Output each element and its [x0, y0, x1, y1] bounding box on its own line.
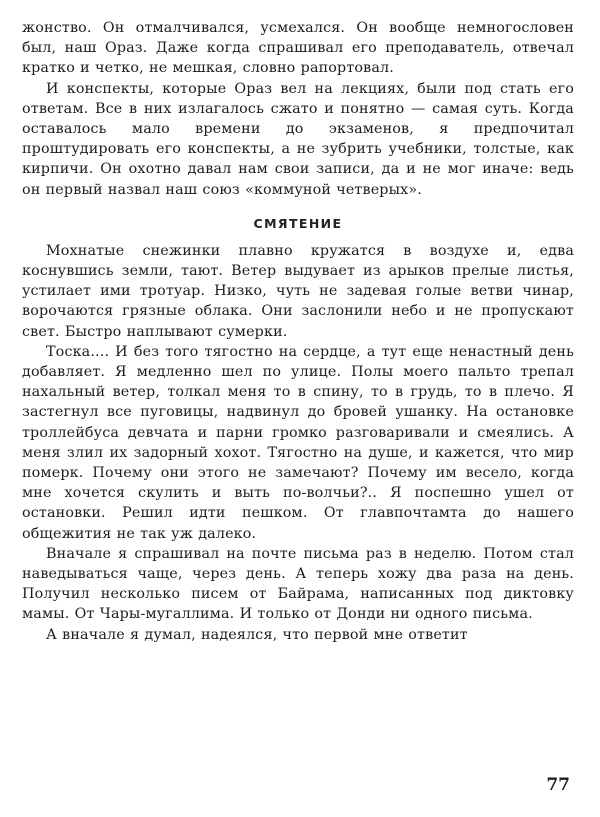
page-number: 77	[546, 775, 570, 795]
paragraph-expectation: А вначале я думал, надеялся, что первой мне ответит	[46, 626, 468, 643]
paragraph-snowflakes: Мохнатые снежинки плавно кружатся в воздухе и, едва коснувшись земли, тают. Ветер выдувает из арыков прелые листья, устилает ими тротуар. Низко, чуть не задевая голые ветви чинар, ворочаются грязные облака. Они заслонили небо и не пропускают свет. Быстро наплывают сумерки.	[22, 242, 574, 340]
section-title: СМЯТЕНИЕ	[253, 215, 343, 231]
paragraph-notes: И конспекты, которые Ораз вел на лекциях, были под стать его ответам. Все в них излагалось сжато и понятно — самая суть. Когда оставалось мало времени до экзаменов, я предпочитал проштудировать его конспекты, а не зубрить учебники, толстые, как кирпичи. Он охотно давал нам свои записи, да и не мог иначе: ведь он первый назвал наш союз «коммуной четверых».	[22, 80, 574, 198]
book-page	[22, 18, 574, 645]
paragraph-sadness: Тоска.... И без того тягостно на сердце, а тут еще ненастный день добавляет. Я медленно шел по улице. Полы моего пальто трепал нахальный ветер, толкал меня то в спину, то в грудь, то в плечо. Я застегнул все пуговицы, надвинул до бровей ушанку. На остановке троллейбуса девчата и парни громко разговаривали и смеялись. А меня злил их задорный хохот. Тягостно на душе, и кажется, что мир померк. Почему они этого не замечают? Почему им весело, когда мне хочется скулить и выть по-волчьи?.. Я поспешно ушел от остановки. Решил идти пешком. От главпочтамта до нашего общежития не так уж далеко.	[22, 343, 574, 542]
paragraph-post-office: Вначале я спрашивал на почте письма раз в неделю. Потом стал наведываться чаще, через день. А теперь хожу два раза на день. Получил несколько писем от Байрама, написанных под диктовку мамы. От Чары-мугаллима. И только от Донди ни одного письма.	[22, 545, 574, 623]
paragraph-continuation: жонство. Он отмалчивался, усмехался. Он вообще немногословен был, наш Ораз. Даже когда спрашивал его преподаватель, отвечал кратко и четко, не мешкая, словно рапортовал.	[22, 20, 574, 77]
